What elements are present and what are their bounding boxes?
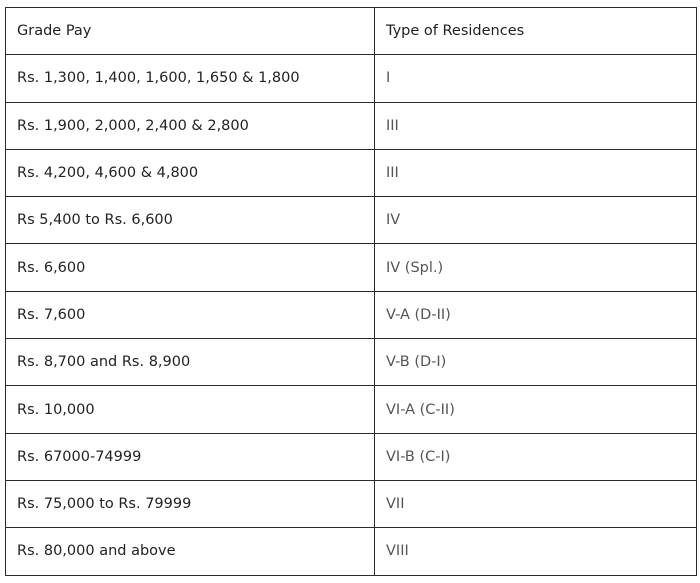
residence-type-cell: III <box>375 102 697 149</box>
residence-type-cell: V-B (D-I) <box>375 339 697 386</box>
header-grade-pay: Grade Pay <box>6 8 375 55</box>
residence-table-container <box>5 7 696 576</box>
residence-type-cell: VIII <box>375 528 697 575</box>
table-row <box>6 55 697 102</box>
residence-type-cell: V-A (D-II) <box>375 291 697 338</box>
grade-pay-cell: Rs. 4,200, 4,600 & 4,800 <box>6 149 375 196</box>
grade-pay-cell: Rs. 67000-74999 <box>6 433 375 480</box>
grade-pay-cell: Rs. 8,700 and Rs. 8,900 <box>6 339 375 386</box>
table-row <box>6 433 697 480</box>
table-row <box>6 244 697 291</box>
residence-type-cell: VI-B (C-I) <box>375 433 697 480</box>
grade-pay-cell: Rs. 10,000 <box>6 386 375 433</box>
header-type-of-residences: Type of Residences <box>375 8 697 55</box>
table-row <box>6 149 697 196</box>
table-row <box>6 102 697 149</box>
residence-type-cell: I <box>375 55 697 102</box>
residence-type-cell: VII <box>375 480 697 527</box>
residence-type-cell: III <box>375 149 697 196</box>
grade-pay-cell: Rs 5,400 to Rs. 6,600 <box>6 197 375 244</box>
grade-pay-cell: Rs. 80,000 and above <box>6 528 375 575</box>
grade-pay-residence-table <box>5 7 697 576</box>
grade-pay-cell: Rs. 1,900, 2,000, 2,400 & 2,800 <box>6 102 375 149</box>
grade-pay-cell: Rs. 1,300, 1,400, 1,600, 1,650 & 1,800 <box>6 55 375 102</box>
table-header-row <box>6 8 697 55</box>
table-row <box>6 339 697 386</box>
grade-pay-cell: Rs. 75,000 to Rs. 79999 <box>6 480 375 527</box>
residence-type-cell: IV (Spl.) <box>375 244 697 291</box>
residence-type-cell: IV <box>375 197 697 244</box>
table-row <box>6 197 697 244</box>
table-row <box>6 291 697 338</box>
table-row <box>6 386 697 433</box>
table-row <box>6 480 697 527</box>
grade-pay-cell: Rs. 6,600 <box>6 244 375 291</box>
residence-type-cell: VI-A (C-II) <box>375 386 697 433</box>
table-row <box>6 528 697 575</box>
grade-pay-cell: Rs. 7,600 <box>6 291 375 338</box>
